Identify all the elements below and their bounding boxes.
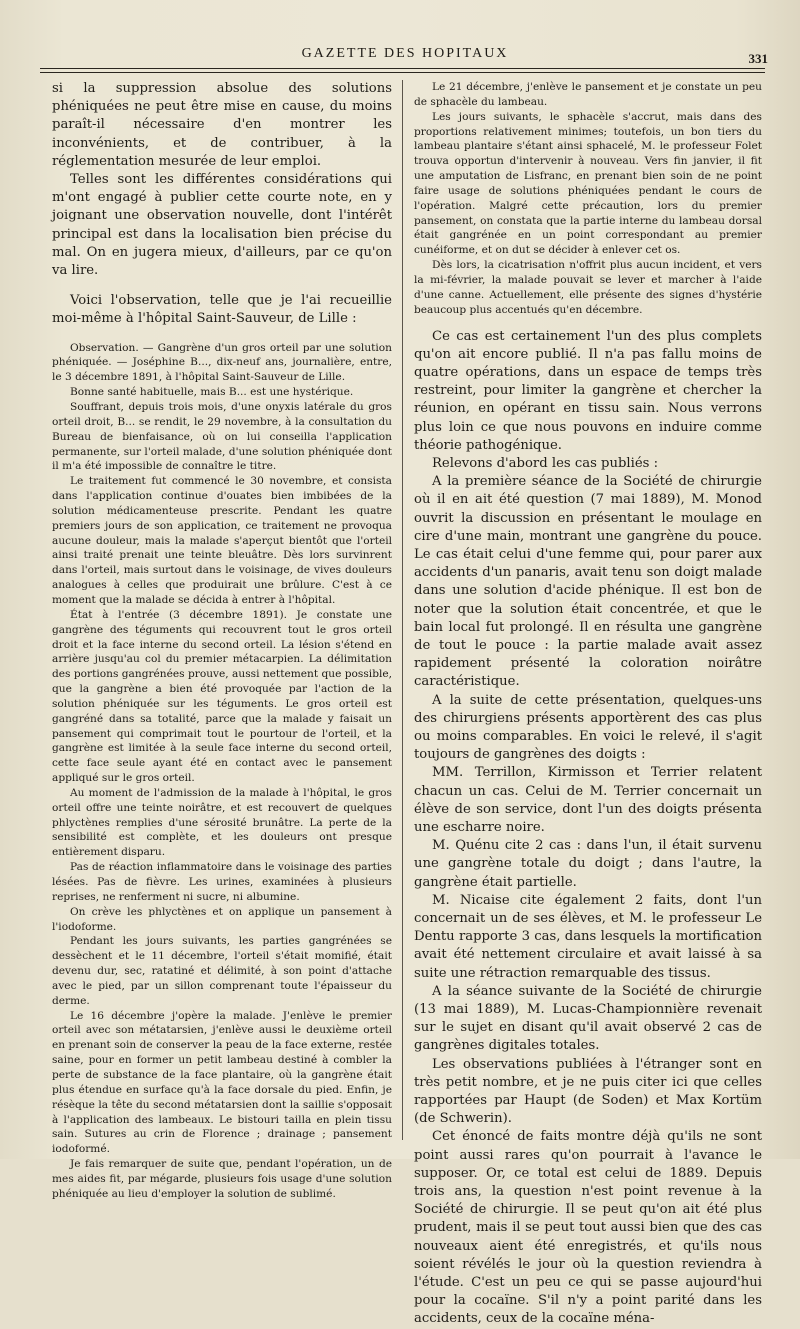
page-header [40,42,770,68]
paragraph: A la séance suivante de la Société de chirurgie (13 mai 1889), M. Lucas-Championnière revenait sur le sujet en disant qu'il avait observé 2 cas de gangrènes digitales totales. [414,983,762,1054]
paragraph: M. Quénu cite 2 cas : dans l'un, il était survenu une gangrène totale du doigt ; dans l'autre, la gangrène était partielle. [414,838,762,890]
paragraph: Souffrant, depuis trois mois, d'une onyxis latérale du gros orteil droit, B... se rendit, le 29 novembre, à la consultation du Bureau de bienfaisance, où on lui conseilla l'application permanente, sur l'orteil malade, d'une solution phéniquée dont il m'a été impossible de connaître le titre. [52,401,392,473]
paragraph: Cet énoncé de faits montre déjà qu'ils ne sont point aussi rares qu'on pourrait à l'avance le supposer. Or, ce total est celui de 1889. Depuis trois ans, la question n'est point revenue à la Société de chirurgie. Il se peut qu'on ait été plus prudent, mais il se peut tout aussi bien que des cas nouveaux aient été enregistrés, et qu'ils nous soient révélés le jour où la question reviendra à l'étude. C'est un peu ce qui se passe aujourd'hui pour la cocaïne. S'il n'y a point parité dans les accidents, ceux de la cocaïne ména- [414,1129,762,1327]
header-rule-top [40,68,765,69]
page-number: 331 [748,51,768,66]
column-divider [402,80,403,1140]
paragraph: On crève les phlyctènes et on applique un pansement à l'iodoforme. [52,905,392,933]
paragraph: MM. Terrillon, Kirmisson et Terrier relatent chacun un cas. Celui de M. Terrier concernait un élève de son service, dont l'un des doigts présenta une escharre noire. [414,765,762,835]
paragraph: si la suppression absolue des solutions phéniquées ne peut être mise en cause, du moins paraît-il nécessaire d'en montrer les inconvénients, et de contribuer, à la réglementation mesurée de leur emploi. [52,81,392,169]
paragraph: Les jours suivants, le sphacèle s'accrut, mais dans des proportions relativement minimes; toutefois, un bon tiers du lambeau plantaire s'étant ainsi sphacelé, M. le professeur Folet trouva opportun d'intervenir à nouveau. Vers fin janvier, il fit une amputation de Lisfranc, en prenant bien soin de ne point faire usage de solutions phéniquées pendant le cours de l'opération. Malgré cette précaution, lors du premier pansement, on constata que la partie interne du lambeau dorsal était gangrénée en un point correspondant au premier cunéiforme, et on dut se décider à enlever cet os. [414,110,762,257]
paragraph: Le 16 décembre j'opère la malade. J'enlève le premier orteil avec son métatarsien, j'enlève aussi le deuxième orteil en prenant soin de conserver la peau de la face externe, restée saine, pour en former un petit lambeau destiné à combler la perte de substance de la face plantaire, où la gangrène était plus étendue en surface qu'à la face dorsale du pied. Enfin, je résèque la tête du second métatarsien dont la saillie s'opposait à l'application des lambeaux. Le bistouri tailla en plein tissu sain. Sutures au crin de Florence ; drainage ; pansement iodoformé. [52,1009,392,1156]
paragraph: Relevons d'abord les cas publiés : [432,455,659,471]
paragraph: Le 21 décembre, j'enlève le pansement et je constate un peu de sphacèle du lambeau. [414,81,762,108]
right-column [414,80,762,1329]
paragraph: Je fais remarquer de suite que, pendant l'opération, un de mes aides fit, par mégarde, plusieurs fois usage d'une solution phéniquée au lieu d'employer la solution de sublimé. [52,1158,392,1200]
paragraph: Bonne santé habituelle, mais B... est une hystérique. [70,386,354,399]
paragraph: Ce cas est certainement l'un des plus complets qu'on ait encore publié. Il n'a pas fallu moins de quatre opérations, dans un espace de temps très restreint, pour limiter la gangrène et chercher la réunion, en opérant en tissu sain. Nous verrons plus loin ce que nous pouvons en induire comme théorie pathogénique. [414,328,762,453]
paragraph: Voici l'observation, telle que je l'ai recueillie moi-même à l'hôpital Saint-Sauveur, de Lille : [52,293,392,327]
paragraph: M. Nicaise cite également 2 faits, dont l'un concernait un de ses élèves, et M. le professeur Le Dentu rapporte 3 cas, dans lesquels la mortification avait été nettement circulaire et avait laissé à sa suite une rétraction remarquable des tissus. [414,892,762,981]
paragraph: Le traitement fut commencé le 30 novembre, et consista dans l'application continue d'ouates bien imbibées de la solution médicamenteuse prescrite. Pendant les quatre premiers jours de son application, ce traitement ne provoqua aucune douleur, mais la malade s'aperçut bientôt que l'orteil ainsi traité prenait une teinte bleuâtre. Dès lors survinrent dans l'orteil, mais surtout dans le voisinage, de vives douleurs analogues à celles que produirait une brûlure. C'est à ce moment que la malade se décida à entrer à l'hôpital. [52,475,392,606]
paragraph: Les observations publiées à l'étranger sont en très petit nombre, et je ne puis citer ici que celles rapportées par Haupt (de Soden) et Max Kortüm (de Schwerin). [414,1056,762,1127]
paragraph: Dès lors, la cicatrisation n'offrit plus aucun incident, et vers la mi-février, la malade pouvait se lever et marcher à l'aide d'une canne. Actuellement, elle présente des signes d'hystérie beaucoup plus accentués qu'en décembre. [414,259,762,316]
left-column [52,80,392,1202]
paragraph: État à l'entrée (3 décembre 1891). Je constate une gangrène des téguments qui recouvrent tout le gros orteil droit et la face interne du second orteil. La lésion s'étend en arrière jusqu'au col du premier métacarpien. La délimitation des portions gangrénées prouve, aussi nettement que possible, que la gangrène a bien été provoquée par l'action de la solution phéniquée sur les téguments. Le gros orteil est gangréné dans sa totalité, parce que la malade y faisait un pansement qui comprimait tout le pourtour de l'orteil, et la gangrène est limitée à la seule face interne du second orteil, cette face seule ayant été en contact avec le pansement appliqué sur le gros orteil. [52,608,392,785]
paragraph: Telles sont les différentes considérations qui m'ont engagé à publier cette courte note, en y joignant une observation nouvelle, dont l'intérêt principal est dans la localisation bien précise du mal. On en jugera mieux, d'ailleurs, par ce qu'on va lire. [52,172,392,279]
header-rule-bottom [40,72,765,73]
paragraph: A la première séance de la Société de chirurgie où il en ait été question (7 mai 1889), M. Monod ouvrit la discussion en présentant le moulage en cire d'une main, montrant une gangrène du pouce. Le cas était celui d'une femme qui, pour parer aux accidents d'un panaris, avait tenu son doigt malade dans une solution d'acide phénique. Il est bon de noter que la solution était concentrée, et que le bain local fut prolongé. Il en résulta une gangrène de tout le pouce : la partie malade avait assez rapidement présenté la coloration noirâtre caractéristique. [414,474,762,690]
paragraph: Pendant les jours suivants, les parties gangrénées se dessèchent et le 11 décembre, l'orteil s'était momifié, était devenu dur, sec, ratatiné et délimité, à son point d'attache avec le pied, par un sillon comprenant toute l'épaisseur du derme. [52,935,392,1007]
journal-title: GAZETTE DES HOPITAUX [301,46,509,61]
paragraph: A la suite de cette présentation, quelques-uns des chirurgiens présents apportèrent des cas plus ou moins comparables. En voici le relevé, il s'agit toujours de gangrènes des doigts : [414,692,762,763]
observation-heading-paragraph: Observation. — Gangrène d'un gros orteil par une solution phéniquée. — Joséphine B..., dix-neuf ans, journalière, entre, le 3 décembre 1891, à l'hôpital Saint-Sauveur de Lille. [52,341,392,384]
paragraph: Au moment de l'admission de la malade à l'hôpital, le gros orteil offre une teinte noirâtre, et est recouvert de quelques phlyctènes remplies d'une sérosité brunâtre. La perte de la sensibilité est complète, et les douleurs ont presque entièrement disparu. [52,786,392,859]
paragraph: Pas de réaction inflammatoire dans le voisinage des parties lésées. Pas de fièvre. Les urines, examinées à plusieurs reprises, ne renferment ni sucre, ni albumine. [52,861,392,903]
